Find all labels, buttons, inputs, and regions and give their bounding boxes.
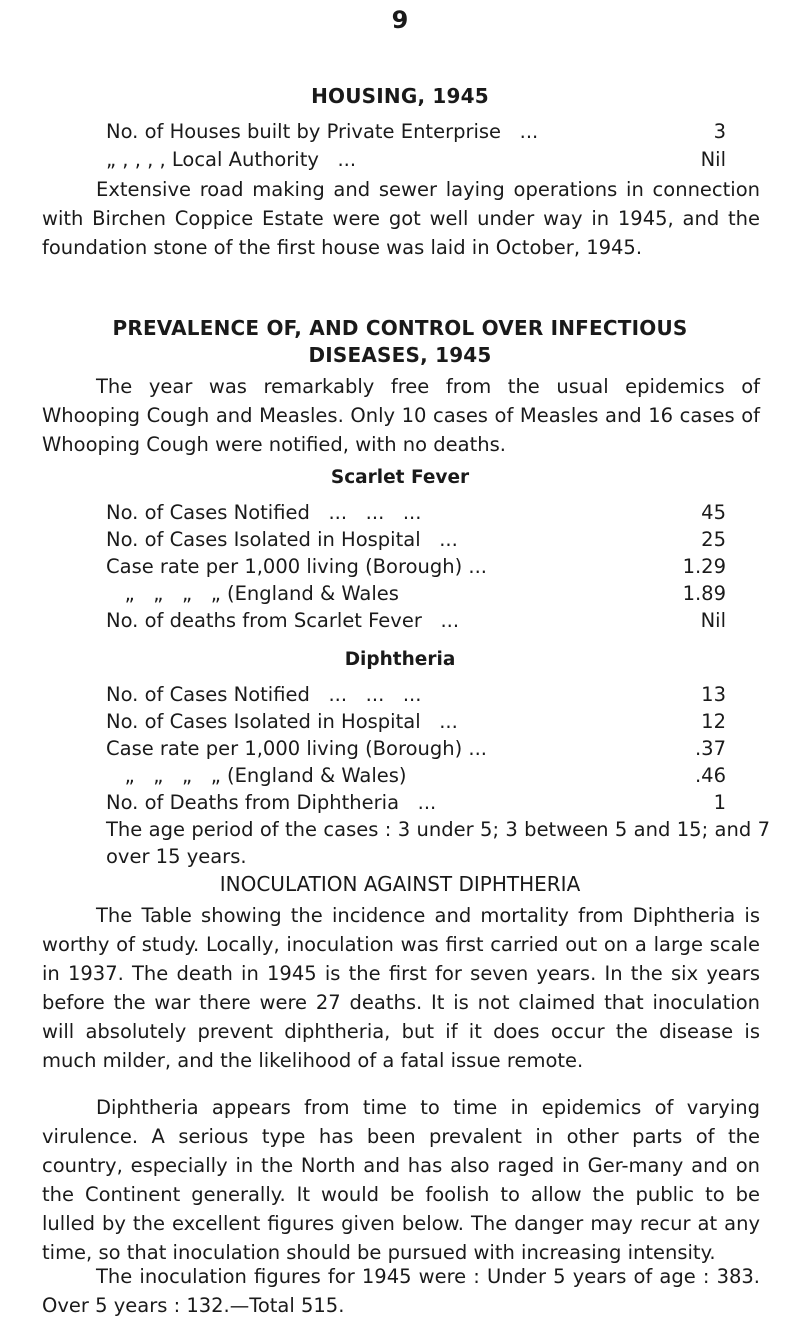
row-label: „ , , , , Local Authority ... <box>106 148 357 171</box>
row-label: Case rate per 1,000 living (Borough) ... <box>106 737 488 760</box>
row-value: .37 <box>694 737 726 760</box>
row-value: Nil <box>700 148 726 171</box>
inoculation-paragraph-3: The inoculation figures for 1945 were : Under 5 years of age : 383. Over 5 years : 132.—Total 515. <box>42 1265 760 1317</box>
inoculation-paragraph-1: The Table showing the incidence and mortality from Diphtheria is worthy of study. Locally, inoculation was first carried out on a large scale in 1937. The death in 1945 is the first for seven years. In the six years before the war there were 27 deaths. It is not claimed that inoculation will absolutely prevent diphtheria, but if it does occur the disease is much milder, and the likelihood of a fatal issue remote. <box>42 904 760 1072</box>
scarlet-fever-heading: Scarlet Fever <box>330 467 470 488</box>
diphtheria-heading: Diphtheria <box>344 649 456 670</box>
diphtheria-row-deaths <box>106 791 726 817</box>
infectious-heading-line1: PREVALENCE OF, AND CONTROL OVER INFECTIOUS <box>112 316 688 340</box>
scarlet-row-rate-borough <box>106 555 726 581</box>
row-value: Nil <box>700 609 726 632</box>
row-label: No. of Cases Isolated in Hospital ... <box>106 710 458 733</box>
housing-paragraph: Extensive road making and sewer laying operations in connection with Birchen Coppice Estate were got well under way in 1945, and the foundation stone of the first house was laid in October, 1945. <box>42 178 760 259</box>
row-value: 13 <box>701 683 726 706</box>
inoculation-paragraph-2: Diphtheria appears from time to time in epidemics of varying virulence. A serious type has been prevalent in other parts of the country, especially in the North and has also raged in Ger-many and on the Continent generally. It would be foolish to allow the public to be lulled by the excellent figures given below. The danger may recur at any time, so that inoculation should be pursued with increasing intensity. <box>42 1096 760 1264</box>
row-label: No. of deaths from Scarlet Fever ... <box>106 609 460 632</box>
infectious-heading-line2: DISEASES, 1945 <box>308 343 492 367</box>
row-label: No. of Deaths from Diphtheria ... <box>106 791 437 814</box>
diphtheria-row-rate-borough <box>106 737 726 763</box>
row-label: No. of Cases Notified ... ... ... <box>106 501 422 524</box>
housing-heading: HOUSING, 1945 <box>311 84 489 108</box>
row-label: No. of Cases Isolated in Hospital ... <box>106 528 458 551</box>
housing-row-private <box>106 120 726 146</box>
row-value: 12 <box>701 710 726 733</box>
row-label: „ „ „ „ (England & Wales) <box>106 764 407 787</box>
row-value: 45 <box>701 501 726 524</box>
row-value: 3 <box>713 120 726 143</box>
row-label: Case rate per 1,000 living (Borough) ... <box>106 555 488 578</box>
row-label: No. of Houses built by Private Enterprise ... <box>106 120 539 143</box>
diphtheria-row-rate-england <box>106 764 726 790</box>
infectious-paragraph: The year was remarkably free from the usual epidemics of Whooping Cough and Measles. Only 10 cases of Measles and 16 cases of Whooping Cough were notified, with no deaths. <box>42 375 760 456</box>
scarlet-row-deaths <box>106 609 726 635</box>
diphtheria-age-text: The age period of the cases : 3 under 5; 3 between 5 and 15; and 7 over 15 years. <box>106 818 770 868</box>
row-label: No. of Cases Notified ... ... ... <box>106 683 422 706</box>
row-value: .46 <box>694 764 726 787</box>
row-value: 1.29 <box>682 555 726 578</box>
row-value: 25 <box>701 528 726 551</box>
housing-row-local-authority <box>106 148 726 174</box>
diphtheria-row-notified <box>106 683 726 709</box>
scarlet-row-isolated <box>106 528 726 554</box>
scarlet-row-rate-england <box>106 582 726 608</box>
scarlet-row-notified <box>106 501 726 527</box>
row-value: 1 <box>713 791 726 814</box>
row-label: „ „ „ „ (England & Wales <box>106 582 399 605</box>
row-value: 1.89 <box>682 582 726 605</box>
page-number: 9 <box>391 6 409 34</box>
diphtheria-row-isolated <box>106 710 726 736</box>
inoculation-heading: INOCULATION AGAINST DIPHTHERIA <box>219 872 581 896</box>
